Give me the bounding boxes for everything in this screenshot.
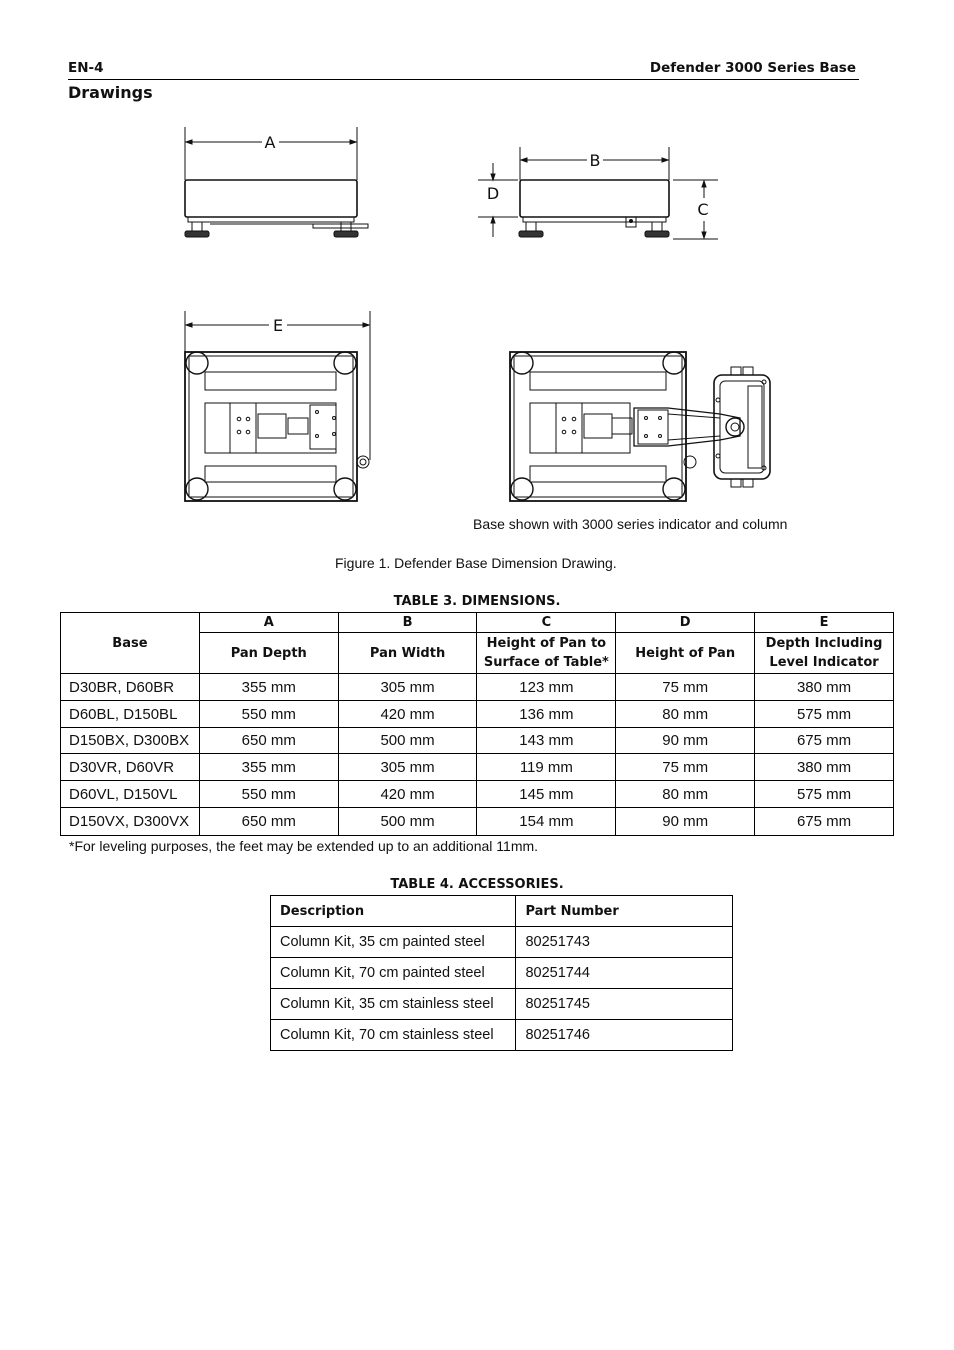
cell: D150VX, D300VX: [61, 808, 200, 836]
cell: 75 mm: [616, 754, 755, 781]
dimensions-table-title: TABLE 3. DIMENSIONS.: [393, 594, 561, 609]
document-title: Defender 3000 Series Base: [649, 60, 856, 76]
cell: 80 mm: [616, 701, 755, 728]
cell: 550 mm: [199, 781, 338, 808]
cell: Column Kit, 35 cm painted steel: [271, 927, 516, 958]
cell: 123 mm: [477, 674, 616, 701]
cell: 80 mm: [616, 781, 755, 808]
side-view-a: [185, 127, 368, 237]
label-c: C: [697, 200, 709, 219]
top-view-e: [185, 311, 370, 501]
cell: 143 mm: [477, 728, 616, 754]
cell: 500 mm: [338, 808, 477, 836]
cell: 80251743: [516, 927, 733, 958]
cell: 154 mm: [477, 808, 616, 836]
label-d: D: [486, 184, 500, 203]
cell: Column Kit, 70 cm stainless steel: [271, 1020, 516, 1051]
part-number-header: Part Number: [516, 896, 733, 927]
table-row: [271, 927, 733, 958]
subheader-height-of-pan: Height of Pan: [616, 633, 755, 674]
cell: 305 mm: [338, 674, 477, 701]
cell: 90 mm: [616, 728, 755, 754]
header-row: [271, 896, 733, 927]
cell: D30VR, D60VR: [61, 754, 200, 781]
cell: 500 mm: [338, 728, 477, 754]
subheader-pan-depth: Pan Depth: [199, 633, 338, 674]
cell: 75 mm: [616, 674, 755, 701]
cell: 650 mm: [199, 728, 338, 754]
cell: 355 mm: [199, 754, 338, 781]
table-row: [61, 808, 894, 836]
table-row: [61, 781, 894, 808]
cell: D30BR, D60BR: [61, 674, 200, 701]
description-header: Description: [271, 896, 516, 927]
subheader-depth-level: Depth Including Level Indicator: [755, 633, 894, 674]
indicator-caption: Base shown with 3000 series indicator and column: [473, 516, 788, 532]
accessories-table: [270, 895, 733, 1051]
cell: 136 mm: [477, 701, 616, 728]
column-letter: C: [477, 613, 616, 633]
cell: 80251745: [516, 989, 733, 1020]
cell: 420 mm: [338, 701, 477, 728]
top-view-indicator: [510, 352, 770, 501]
table-row: [61, 701, 894, 728]
column-letter: B: [338, 613, 477, 633]
cell: D150BX, D300BX: [61, 728, 200, 754]
subheader-pan-width: Pan Width: [338, 633, 477, 674]
dimension-drawings: [0, 0, 954, 545]
accessories-table-title: TABLE 4. ACCESSORIES.: [390, 877, 564, 892]
cell: 675 mm: [755, 728, 894, 754]
cell: 575 mm: [755, 781, 894, 808]
label-e: E: [272, 316, 284, 335]
cell: 119 mm: [477, 754, 616, 781]
cell: 90 mm: [616, 808, 755, 836]
cell: 420 mm: [338, 781, 477, 808]
table-row: [271, 1020, 733, 1051]
subheader-height-to-table: Height of Pan to Surface of Table*: [477, 633, 616, 674]
cell: Column Kit, 70 cm painted steel: [271, 958, 516, 989]
label-b: B: [589, 151, 601, 170]
table-row: [61, 728, 894, 754]
cell: 80251744: [516, 958, 733, 989]
table-row: [61, 754, 894, 781]
cell: 575 mm: [755, 701, 894, 728]
cell: 80251746: [516, 1020, 733, 1051]
table-row: [271, 958, 733, 989]
cell: 380 mm: [755, 674, 894, 701]
cell: D60BL, D150BL: [61, 701, 200, 728]
table-footnote: *For leveling purposes, the feet may be extended up to an additional 11mm.: [69, 838, 539, 854]
cell: 380 mm: [755, 754, 894, 781]
cell: 145 mm: [477, 781, 616, 808]
column-letter: D: [616, 613, 755, 633]
cell: D60VL, D150VL: [61, 781, 200, 808]
dimensions-table: [60, 612, 894, 836]
letters-row: [61, 613, 894, 633]
column-letter: A: [199, 613, 338, 633]
cell: 550 mm: [199, 701, 338, 728]
cell: 675 mm: [755, 808, 894, 836]
base-header: Base: [61, 613, 200, 674]
cell: 355 mm: [199, 674, 338, 701]
cell: 305 mm: [338, 754, 477, 781]
label-a: A: [264, 133, 276, 152]
table-row: [271, 989, 733, 1020]
cell: Column Kit, 35 cm stainless steel: [271, 989, 516, 1020]
column-letter: E: [755, 613, 894, 633]
cell: 650 mm: [199, 808, 338, 836]
page-number: EN-4: [68, 60, 104, 76]
table-row: [61, 674, 894, 701]
section-title: Drawings: [68, 83, 153, 102]
figure-caption: Figure 1. Defender Base Dimension Drawing.: [335, 555, 617, 571]
